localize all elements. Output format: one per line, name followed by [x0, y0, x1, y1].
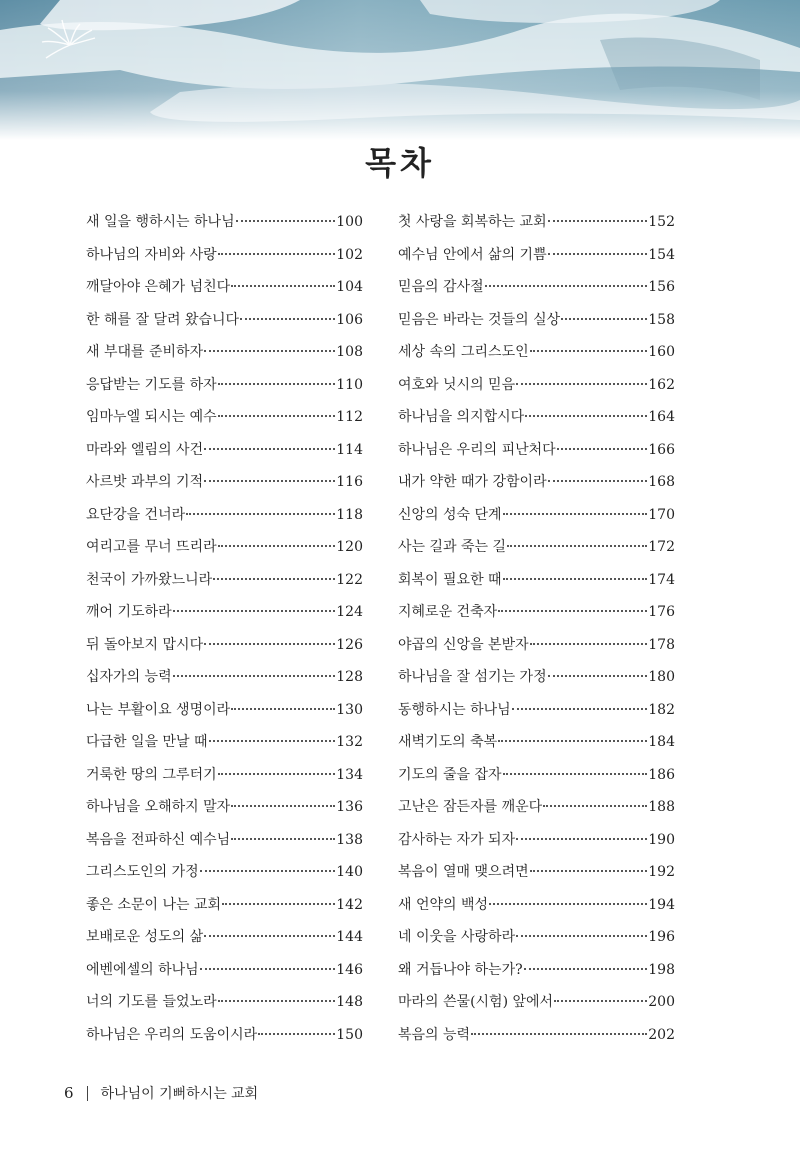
- toc-entry-title: 응답받는 기도를 하자: [86, 376, 217, 393]
- toc-entry-title: 하나님의 자비와 사랑: [86, 246, 217, 263]
- toc-entry-title: 새벽기도의 축복: [398, 734, 498, 750]
- toc-entry-page: 104: [336, 279, 363, 295]
- toc-entry-page: 148: [336, 994, 363, 1010]
- toc-entry[interactable]: [398, 757, 675, 790]
- leader-dots: [218, 544, 336, 547]
- leader-dots: [485, 284, 648, 287]
- toc-entry-page: 174: [648, 571, 675, 588]
- leader-dots: [231, 284, 335, 287]
- toc-entry-title: 회복이 필요한 때: [398, 571, 502, 588]
- leader-dots: [231, 804, 335, 807]
- toc-entry[interactable]: [398, 497, 675, 530]
- page-number: 6: [64, 1084, 74, 1102]
- toc-entry[interactable]: [86, 1017, 363, 1050]
- toc-entry-page: 134: [336, 766, 363, 783]
- toc-entry-title: 거룩한 땅의 그루터기: [86, 766, 217, 783]
- leader-dots: [503, 512, 648, 515]
- toc-entry-title: 십자가의 능력: [86, 669, 172, 685]
- toc-entry-page: 180: [648, 669, 675, 685]
- leader-dots: [186, 512, 335, 515]
- toc-entry-page: 114: [336, 441, 363, 458]
- toc-entry-page: 150: [336, 1026, 363, 1043]
- leader-dots: [209, 739, 336, 742]
- toc-entry-title: 기도의 줄을 잡자: [398, 766, 502, 783]
- toc-entry-page: 106: [336, 311, 363, 328]
- toc-entry-title: 세상 속의 그리스도인: [398, 344, 529, 360]
- toc-entry[interactable]: [86, 757, 363, 790]
- leader-dots: [204, 447, 335, 450]
- leader-dots: [554, 999, 647, 1002]
- leader-dots: [516, 837, 647, 840]
- toc-entry[interactable]: [86, 627, 363, 660]
- toc-entry-title: 네 이웃을 사랑하라: [398, 929, 516, 945]
- leader-dots: [204, 934, 335, 937]
- toc-entry-page: 136: [336, 799, 363, 815]
- toc-entry-page: 190: [648, 831, 675, 848]
- leader-dots: [200, 967, 336, 970]
- toc-entry-page: 108: [336, 344, 363, 360]
- toc-entry-page: 132: [336, 734, 363, 750]
- toc-entry[interactable]: [86, 822, 363, 855]
- toc-entry-title: 하나님은 우리의 피난처다: [398, 441, 556, 458]
- toc-entry-page: 202: [648, 1026, 675, 1043]
- toc-entry-page: 116: [336, 474, 363, 490]
- leader-dots: [530, 869, 648, 872]
- toc-entry-title: 마라의 쓴물(시험) 앞에서: [398, 994, 554, 1010]
- toc-entry-page: 120: [336, 539, 363, 555]
- leader-dots: [543, 804, 647, 807]
- leader-dots: [231, 837, 335, 840]
- leader-dots: [204, 349, 335, 352]
- toc-entry[interactable]: [398, 659, 675, 692]
- toc-entry[interactable]: [86, 302, 363, 335]
- toc-entry-title: 천국이 가까왔느니라: [86, 571, 213, 588]
- toc-entry-title: 나는 부활이요 생명이라: [86, 701, 231, 718]
- toc-entry-page: 144: [336, 929, 363, 945]
- toc-entry[interactable]: [86, 659, 363, 692]
- toc-entry-page: 100: [336, 214, 363, 230]
- toc-entry-title: 임마누엘 되시는 예수: [86, 409, 217, 425]
- leader-dots: [173, 609, 336, 612]
- toc-entry-title: 신앙의 성숙 단계: [398, 506, 502, 523]
- leader-dots: [236, 219, 336, 222]
- toc-entry-title: 사는 길과 죽는 길: [398, 539, 507, 555]
- leader-dots: [530, 642, 648, 645]
- toc-entry[interactable]: [398, 237, 675, 270]
- toc-entry-page: 164: [648, 409, 675, 425]
- leader-dots: [258, 1032, 335, 1035]
- toc-entry-title: 여리고를 무너 뜨리라: [86, 539, 217, 555]
- toc-entry-page: 102: [336, 246, 363, 263]
- toc-entry-page: 172: [648, 539, 675, 555]
- toc-entry[interactable]: [86, 269, 363, 302]
- toc-entry-title: 동행하시는 하나님: [398, 701, 511, 718]
- page-title: 목차: [365, 144, 435, 182]
- leader-dots: [489, 902, 647, 905]
- toc-entry-title: 복음이 열매 맺으려면: [398, 864, 529, 880]
- toc-entry-title: 첫 사랑을 회복하는 교회: [398, 214, 547, 230]
- toc-entry-page: 166: [648, 441, 675, 458]
- toc-entry-page: 124: [336, 604, 363, 620]
- toc-entry-page: 152: [648, 214, 675, 230]
- leader-dots: [530, 349, 648, 352]
- leader-dots: [548, 252, 648, 255]
- toc-entry[interactable]: [86, 237, 363, 270]
- toc-entry-page: 184: [648, 734, 675, 750]
- toc-right-column: [398, 204, 675, 1049]
- leader-dots: [200, 869, 336, 872]
- toc-entry[interactable]: [398, 724, 675, 757]
- toc-entry-title: 야곱의 신앙을 본받자: [398, 636, 529, 653]
- toc-entry-title: 하나님을 의지합시다: [398, 409, 525, 425]
- toc-entry-title: 믿음은 바라는 것들의 실상: [398, 311, 561, 328]
- toc-entry-page: 140: [336, 864, 363, 880]
- leader-dots: [471, 1032, 647, 1035]
- leader-dots: [548, 219, 648, 222]
- toc-entry[interactable]: [398, 464, 675, 497]
- toc-entry[interactable]: [86, 529, 363, 562]
- toc-entry-title: 새 언약의 백성: [398, 896, 489, 913]
- toc-entry-title: 깨달아야 은혜가 넘친다: [86, 279, 231, 295]
- toc-entry[interactable]: [398, 984, 675, 1017]
- toc-entry[interactable]: [398, 334, 675, 367]
- toc-entry-page: 126: [336, 636, 363, 653]
- leader-dots: [512, 707, 648, 710]
- toc-entry-title: 요단강을 건너라: [86, 506, 186, 523]
- toc-entry[interactable]: [398, 367, 675, 400]
- toc-entry[interactable]: [86, 399, 363, 432]
- leader-dots: [231, 707, 335, 710]
- toc-entry-title: 예수님 안에서 삶의 기쁨: [398, 246, 547, 263]
- toc-entry-title: 여호와 닛시의 믿음: [398, 376, 516, 393]
- leader-dots: [240, 317, 335, 320]
- toc-entry[interactable]: [398, 204, 675, 237]
- toc-entry-page: 154: [648, 246, 675, 263]
- toc-entry-page: 122: [336, 571, 363, 588]
- toc-entry[interactable]: [398, 627, 675, 660]
- book-title: 하나님이 기뻐하시는 교회: [100, 1086, 259, 1102]
- toc-entry-page: 192: [648, 864, 675, 880]
- leader-dots: [498, 609, 647, 612]
- toc-entry-page: 158: [648, 311, 675, 328]
- toc-entry[interactable]: [398, 919, 675, 952]
- toc-entry-title: 지혜로운 건축자: [398, 604, 498, 620]
- toc-entry-page: 146: [336, 961, 363, 978]
- toc-left-column: [86, 204, 363, 1049]
- toc-entry-title: 마라와 엘림의 사건: [86, 441, 204, 458]
- leader-dots: [204, 642, 335, 645]
- leader-dots: [204, 479, 335, 482]
- footer-divider: [87, 1086, 88, 1101]
- toc-entry-page: 138: [336, 831, 363, 848]
- leader-dots: [516, 382, 647, 385]
- toc-entry[interactable]: [86, 204, 363, 237]
- toc-entry[interactable]: [86, 789, 363, 822]
- leader-dots: [218, 772, 336, 775]
- leader-dots: [507, 544, 647, 547]
- leader-dots: [222, 902, 335, 905]
- toc-entry-page: 160: [648, 344, 675, 360]
- toc-entry-page: 196: [648, 929, 675, 945]
- toc-entry-title: 왜 거듭나야 하는가?: [398, 961, 523, 978]
- toc-entry[interactable]: [398, 399, 675, 432]
- toc-entry-page: 176: [648, 604, 675, 620]
- toc-entry-page: 186: [648, 766, 675, 783]
- leader-dots: [557, 447, 648, 450]
- page-footer: [64, 1083, 258, 1103]
- toc-entry-title: 하나님을 오해하지 말자: [86, 799, 231, 815]
- toc-entry[interactable]: [86, 952, 363, 985]
- toc-entry-title: 감사하는 자가 되자: [398, 831, 516, 848]
- toc-entry[interactable]: [86, 594, 363, 627]
- toc-entry[interactable]: [398, 529, 675, 562]
- toc-entry-page: 170: [648, 506, 675, 523]
- toc-entry-title: 너의 기도를 들었노라: [86, 994, 217, 1010]
- toc-entry-title: 하나님을 잘 섬기는 가정: [398, 669, 547, 685]
- toc-entry-page: 156: [648, 279, 675, 295]
- leader-dots: [503, 577, 648, 580]
- leader-dots: [173, 674, 336, 677]
- header-sky-illustration: [0, 0, 800, 140]
- leader-dots: [218, 414, 336, 417]
- toc-entry-title: 뒤 돌아보지 맙시다: [86, 636, 204, 653]
- toc-entry-page: 168: [648, 474, 675, 490]
- toc-entry[interactable]: [86, 692, 363, 725]
- toc-entry[interactable]: [398, 887, 675, 920]
- toc-entry[interactable]: [398, 692, 675, 725]
- leader-dots: [561, 317, 647, 320]
- leader-dots: [503, 772, 648, 775]
- toc-entry[interactable]: [86, 562, 363, 595]
- leader-dots: [525, 414, 647, 417]
- toc-entry-page: 112: [336, 409, 363, 425]
- toc-entry-page: 200: [648, 994, 675, 1010]
- toc-entry[interactable]: [398, 1017, 675, 1050]
- toc-entry-page: 162: [648, 376, 675, 393]
- toc-entry-page: 128: [336, 669, 363, 685]
- leader-dots: [218, 252, 336, 255]
- toc-entry[interactable]: [398, 789, 675, 822]
- toc-entry[interactable]: [86, 984, 363, 1017]
- toc-entry[interactable]: [86, 464, 363, 497]
- toc-entry[interactable]: [86, 334, 363, 367]
- toc-entry-title: 한 해를 잘 달려 왔습니다: [86, 311, 240, 328]
- toc-entry-title: 새 부대를 준비하자: [86, 344, 204, 360]
- toc-entry[interactable]: [86, 432, 363, 465]
- toc-entry[interactable]: [398, 562, 675, 595]
- toc-entry[interactable]: [398, 432, 675, 465]
- toc-entry-page: 194: [648, 896, 675, 913]
- toc-entry-title: 믿음의 감사절: [398, 279, 484, 295]
- toc-entry[interactable]: [86, 887, 363, 920]
- toc-entry-title: 사르밧 과부의 기적: [86, 474, 204, 490]
- toc-entry-title: 복음의 능력: [398, 1026, 471, 1043]
- toc-entry-title: 깨어 기도하라: [86, 604, 172, 620]
- toc-entry[interactable]: [86, 724, 363, 757]
- leader-dots: [548, 674, 648, 677]
- toc-entry[interactable]: [398, 854, 675, 887]
- toc-entry-title: 고난은 잠든자를 깨운다: [398, 799, 543, 815]
- toc-entry-page: 142: [336, 896, 363, 913]
- toc-entry[interactable]: [398, 594, 675, 627]
- toc-entry-page: 118: [336, 506, 363, 523]
- toc-entry-page: 188: [648, 799, 675, 815]
- leader-dots: [516, 934, 647, 937]
- leader-dots: [218, 999, 336, 1002]
- toc-entry-title: 보배로운 성도의 삶: [86, 929, 204, 945]
- toc-entry[interactable]: [86, 919, 363, 952]
- toc-entry[interactable]: [86, 854, 363, 887]
- leader-dots: [548, 479, 648, 482]
- leader-dots: [213, 577, 335, 580]
- toc-entry-page: 110: [336, 376, 363, 393]
- toc-entry-title: 에벤에셀의 하나님: [86, 961, 199, 978]
- toc-entry-title: 좋은 소문이 나는 교회: [86, 896, 222, 913]
- leader-dots: [524, 967, 648, 970]
- toc-entry-title: 그리스도인의 가정: [86, 864, 199, 880]
- toc-entry[interactable]: [398, 302, 675, 335]
- toc-entry-title: 내가 약한 때가 강함이라: [398, 474, 547, 490]
- toc-entry-page: 130: [336, 701, 363, 718]
- toc-entry[interactable]: [398, 952, 675, 985]
- toc-entry[interactable]: [398, 822, 675, 855]
- leader-dots: [498, 739, 647, 742]
- toc-entry-page: 178: [648, 636, 675, 653]
- toc-entry-page: 182: [648, 701, 675, 718]
- leader-dots: [218, 382, 336, 385]
- toc-entry[interactable]: [86, 497, 363, 530]
- toc-entry-title: 복음을 전파하신 예수님: [86, 831, 231, 848]
- toc-entry[interactable]: [86, 367, 363, 400]
- toc-entry[interactable]: [398, 269, 675, 302]
- toc-entry-title: 하나님은 우리의 도움이시라: [86, 1026, 258, 1043]
- toc-entry-page: 198: [648, 961, 675, 978]
- toc-entry-title: 새 일을 행하시는 하나님: [86, 214, 235, 230]
- toc-entry-title: 다급한 일을 만날 때: [86, 734, 208, 750]
